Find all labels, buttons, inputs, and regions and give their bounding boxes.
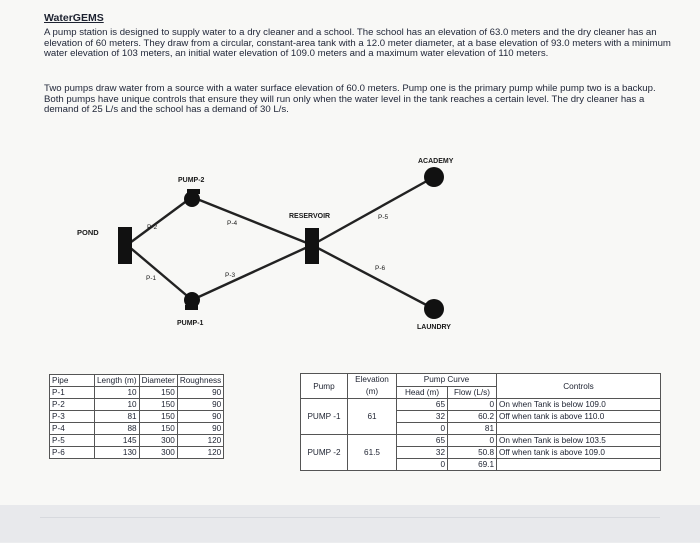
academy-label: ACADEMY bbox=[418, 158, 454, 165]
pump-control-text: On when Tank is below 103.5 bbox=[497, 435, 661, 447]
pump-flow-value: 60.2 bbox=[448, 411, 497, 423]
pipe-diameter: 150 bbox=[139, 423, 177, 435]
pump-flow-value: 0 bbox=[448, 435, 497, 447]
pump-control-empty bbox=[497, 423, 661, 435]
pump-control-text: Off when tank is above 109.0 bbox=[497, 447, 661, 459]
pipe-roughness: 90 bbox=[177, 423, 223, 435]
pipe-p2-label: P-2 bbox=[147, 224, 158, 231]
lower-background-region bbox=[0, 505, 700, 542]
pipe-p5-label: P-5 bbox=[378, 214, 389, 221]
pipe-p3 bbox=[192, 245, 312, 300]
pipe-p4 bbox=[192, 197, 312, 245]
pump-control-text: Off when tank is above 110.0 bbox=[497, 411, 661, 423]
laundry-junction bbox=[424, 299, 444, 319]
header-pipe: Pipe bbox=[50, 375, 95, 387]
pipe-roughness: 120 bbox=[177, 447, 223, 459]
pipe-length: 10 bbox=[95, 387, 140, 399]
pipe-p5 bbox=[312, 177, 434, 245]
pipe-id: P-6 bbox=[50, 447, 95, 459]
table-row bbox=[50, 399, 224, 411]
pipe-id: P-1 bbox=[50, 387, 95, 399]
pump-flow-value: 0 bbox=[448, 399, 497, 411]
pump-head-value: 32 bbox=[397, 447, 448, 459]
pump-2-elevation: 61.5 bbox=[348, 435, 397, 471]
header-pump: Pump bbox=[301, 374, 348, 399]
header-flow: Flow (L/s) bbox=[448, 386, 497, 399]
header-diameter: Diameter bbox=[139, 375, 177, 387]
pipe-id: P-4 bbox=[50, 423, 95, 435]
pipe-roughness: 120 bbox=[177, 435, 223, 447]
pump-2-label: PUMP-2 bbox=[178, 177, 205, 184]
pipe-table-header bbox=[50, 375, 224, 387]
pipe-length: 88 bbox=[95, 423, 140, 435]
reservoir-label: RESERVOIR bbox=[289, 213, 331, 220]
pump-table bbox=[300, 373, 661, 471]
lower-faint-divider bbox=[40, 517, 660, 543]
header-elevation-line-1: Elevation bbox=[355, 375, 389, 384]
pump-head-value: 0 bbox=[397, 423, 448, 435]
pipe-length: 145 bbox=[95, 435, 140, 447]
pipe-p6-label: P-6 bbox=[375, 265, 386, 272]
pump-flow-value: 50.8 bbox=[448, 447, 497, 459]
pump-1-label: PUMP-1 bbox=[177, 320, 204, 327]
table-row bbox=[50, 435, 224, 447]
pipe-p2 bbox=[127, 197, 192, 245]
pump-head-value: 0 bbox=[397, 459, 448, 471]
reservoir-tank-symbol bbox=[305, 228, 319, 264]
header-pump-curve: Pump Curve bbox=[397, 374, 497, 387]
pipe-length: 81 bbox=[95, 411, 140, 423]
pump-head-value: 32 bbox=[397, 411, 448, 423]
problem-paragraph-1: A pump station is designed to supply water to a dry cleaner and a school. The school has an elevation of 63.0 meters and the dry cleaner has an elevation of 60 meters. They draw from a circular, constant-area tank with a 12.0 meter diameter, at a base elevation of 93.0 meters with a minimum water elevation of 103 meters, an initial water elevation of 109.0 meters and a maximum water elevation of 110 meters. bbox=[44, 27, 671, 60]
pipe-diameter: 150 bbox=[139, 411, 177, 423]
table-row bbox=[301, 435, 661, 447]
pipe-roughness: 90 bbox=[177, 387, 223, 399]
pond-symbol bbox=[118, 227, 132, 264]
header-head: Head (m) bbox=[397, 386, 448, 399]
document-title: WaterGEMS bbox=[44, 12, 104, 24]
pipe-length: 10 bbox=[95, 399, 140, 411]
pump-control-empty bbox=[497, 459, 661, 471]
pump-head-value: 65 bbox=[397, 435, 448, 447]
pipe-diameter: 150 bbox=[139, 399, 177, 411]
pipe-p1 bbox=[127, 245, 192, 300]
pipe-id: P-2 bbox=[50, 399, 95, 411]
pipe-p4-label: P-4 bbox=[227, 220, 238, 227]
pipe-length: 130 bbox=[95, 447, 140, 459]
header-elevation-line-2: (m) bbox=[365, 387, 379, 396]
pump-flow-value: 81 bbox=[448, 423, 497, 435]
table-row bbox=[50, 387, 224, 399]
pump-flow-value: 69.1 bbox=[448, 459, 497, 471]
table-row bbox=[301, 399, 661, 411]
pipe-p1-label: P-1 bbox=[146, 275, 157, 282]
pump-1-name: PUMP -1 bbox=[301, 399, 348, 435]
pipe-p3-label: P-3 bbox=[225, 272, 236, 279]
pump-2-name: PUMP -2 bbox=[301, 435, 348, 471]
pond-label: POND bbox=[77, 228, 99, 237]
pump-table-header-row-1 bbox=[301, 374, 661, 387]
table-row bbox=[50, 447, 224, 459]
pump-head-value: 65 bbox=[397, 399, 448, 411]
pump-2-icon bbox=[184, 189, 200, 207]
pipe-table bbox=[49, 374, 224, 459]
academy-junction bbox=[424, 167, 444, 187]
pump-1-elevation: 61 bbox=[348, 399, 397, 435]
pipe-roughness: 90 bbox=[177, 411, 223, 423]
pipe-diameter: 150 bbox=[139, 387, 177, 399]
table-row bbox=[50, 423, 224, 435]
pipe-diameter: 300 bbox=[139, 435, 177, 447]
pipe-id: P-5 bbox=[50, 435, 95, 447]
header-roughness: Roughness bbox=[177, 375, 223, 387]
problem-paragraph-2: Two pumps draw water from a source with a water surface elevation of 60.0 meters. Pump one is the primary pump while pump two is a backup. Both pumps have unique controls that ensure they will run only when the water level in the tank reaches a certain level. The dry cleaner has a demand of 25 L/s and the school has a demand of 30 L/s. bbox=[44, 83, 656, 116]
laundry-label: LAUNDRY bbox=[417, 324, 451, 331]
header-length: Length (m) bbox=[95, 375, 140, 387]
header-elevation bbox=[348, 374, 397, 399]
pipe-diameter: 300 bbox=[139, 447, 177, 459]
pipe-roughness: 90 bbox=[177, 399, 223, 411]
pipe-p6 bbox=[312, 245, 434, 309]
header-controls: Controls bbox=[497, 374, 661, 399]
pipe-id: P-3 bbox=[50, 411, 95, 423]
pump-1-icon bbox=[184, 292, 200, 310]
pump-control-text: On when Tank is below 109.0 bbox=[497, 399, 661, 411]
table-row bbox=[50, 411, 224, 423]
